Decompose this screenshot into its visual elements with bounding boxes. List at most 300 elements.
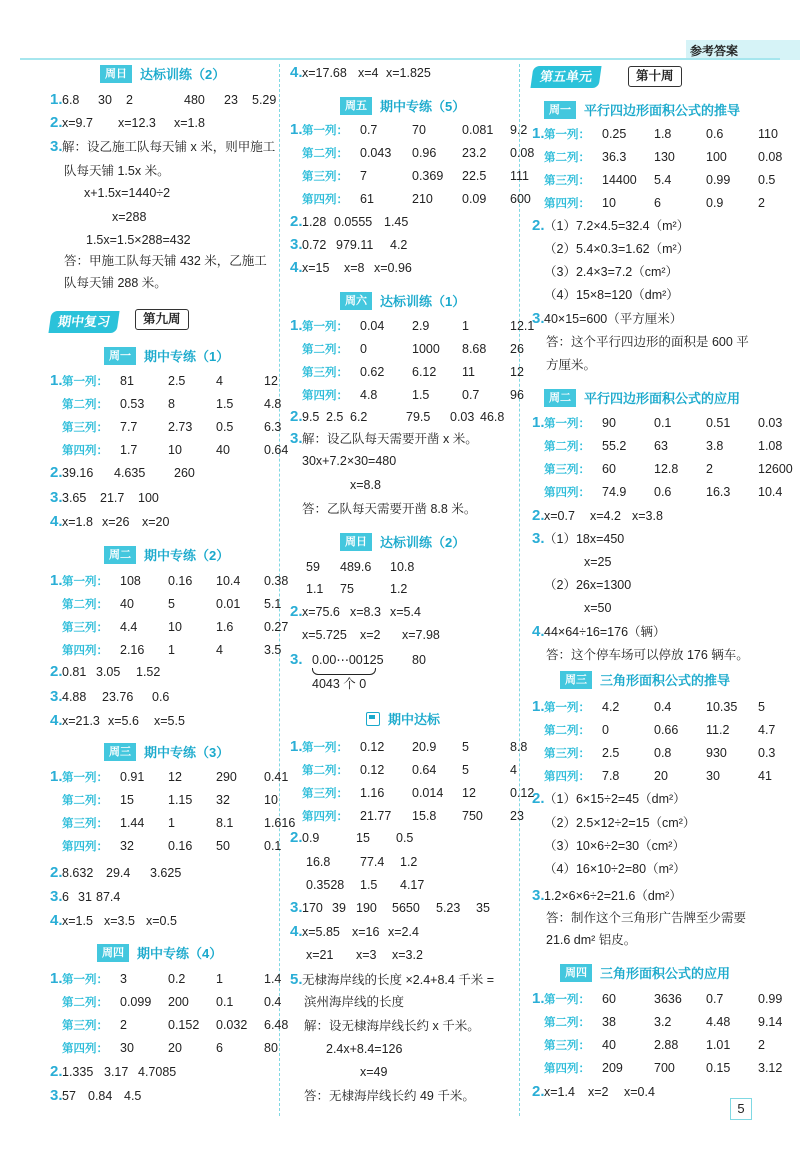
answer-text-content: （2）26x=1300 (544, 578, 632, 592)
question-number: 2. (50, 864, 63, 881)
answer-text-content: 无棣海岸线的长度 ×2.4+8.4 千米 = (302, 973, 495, 987)
question-number: 1. (50, 91, 63, 108)
answer-value: 4.7 (758, 723, 776, 737)
answer-text (304, 993, 404, 1011)
answer-value: 3.5 (264, 643, 282, 657)
answer-value: 0.15 (706, 1061, 731, 1075)
answer-value: 30 (706, 769, 720, 783)
day-tag: 周四 (560, 964, 592, 982)
answer-value: 8.1 (216, 816, 234, 830)
answer-text (544, 576, 631, 594)
question-number: 3. (50, 888, 63, 905)
unit-5-tag: 第五单元 (530, 66, 601, 88)
day-tag: 周三 (104, 743, 136, 761)
column-answer-row (532, 460, 798, 479)
answer-text-content: x=50 (584, 601, 612, 615)
answer-text (360, 1063, 387, 1081)
answer-text (532, 310, 682, 328)
answer-text-content: （1）6×15÷2=45（dm²） (544, 792, 686, 806)
answer-value: 12.8 (654, 462, 679, 476)
answer-row (50, 912, 188, 930)
answer-value: 63 (654, 439, 668, 453)
answer-value: 1.5 (360, 878, 378, 892)
answer-text-content: 2.4x+8.4=126 (326, 1042, 403, 1056)
column-answer-row (50, 837, 312, 856)
answer-value: 12 (264, 374, 278, 388)
question-number: 3. (50, 1087, 63, 1104)
answer-value: 1.1 (306, 582, 324, 596)
column-answer-row (50, 372, 312, 391)
answer-value: 14400 (602, 173, 637, 187)
answer-text (302, 452, 396, 470)
answer-value: 60 (602, 462, 616, 476)
answer-value: 0.1 (654, 416, 672, 430)
answer-value: 1.15 (168, 793, 193, 807)
answer-value: x=8.3 (350, 605, 381, 619)
column-label: 第三列： (544, 1040, 590, 1052)
question-number: 3. (50, 489, 63, 506)
answer-value: 1.16 (360, 786, 385, 800)
answer-value: x=0.96 (374, 261, 412, 275)
question-number: 1. (532, 698, 545, 715)
section-header-wed-triangle-derivation (560, 670, 730, 689)
answer-text-content: x=8.8 (350, 478, 381, 492)
answer-value: 1.08 (758, 439, 783, 453)
column-label: 第三列： (544, 748, 590, 760)
answer-value: 10 (168, 620, 182, 634)
answer-value: x=1.8 (62, 515, 93, 529)
column-label: 第二列： (544, 152, 590, 164)
answer-text-content: （3）10×6÷2=30（cm²） (544, 839, 685, 853)
answer-value: 4.17 (400, 878, 425, 892)
answer-value: 80 (264, 1041, 278, 1055)
answer-row (532, 507, 672, 525)
section-header-thu-triangle-application (560, 963, 730, 982)
answer-row (290, 829, 436, 847)
question-number: 2. (290, 213, 303, 230)
column-label: 第一列： (544, 418, 590, 430)
answer-value: 0.96 (412, 146, 437, 160)
answer-value: 12 (168, 770, 182, 784)
answer-value: 4.2 (390, 238, 408, 252)
answer-text-content: 4043 个 0 (312, 677, 367, 691)
answer-value: 100 (138, 491, 159, 505)
answer-text (326, 1040, 402, 1058)
column-label: 第三列： (544, 175, 590, 187)
answer-row (50, 663, 176, 681)
week-9-tag: 第九周 (135, 309, 189, 330)
answer-value: 0.5 (216, 420, 234, 434)
column-label: 第二列： (544, 725, 590, 737)
answer-value: 23.76 (102, 690, 134, 704)
question-number: 3. (532, 530, 545, 547)
answer-text-content: 1.5x=1.5×288=432 (86, 233, 191, 247)
answer-value: 0.12 (360, 740, 385, 754)
answer-value: 209 (602, 1061, 623, 1075)
answer-value: 2 (706, 462, 713, 476)
answer-value: 200 (168, 995, 189, 1009)
section-title: 达标训练（2） (140, 67, 226, 82)
answer-value: 20 (168, 1041, 182, 1055)
question-number: 1. (50, 768, 63, 785)
answer-value: 36.3 (602, 150, 627, 164)
answer-text-content: 40×15=600（平方厘米） (544, 312, 683, 326)
answer-value: 1.5 (412, 388, 430, 402)
answer-value: 0.72 (302, 238, 327, 252)
section-header-sat-training-1 (340, 291, 465, 310)
answer-value: 5650 (392, 901, 420, 915)
answer-value: 10.8 (390, 560, 415, 574)
column-answer-row (50, 618, 312, 637)
answer-value: 0.12 (360, 763, 385, 777)
answer-value: 0.099 (120, 995, 152, 1009)
answer-value: 11 (462, 365, 475, 379)
column-answer-row (290, 317, 550, 336)
answer-value: 0.27 (264, 620, 289, 634)
column-label: 第三列： (302, 788, 348, 800)
day-tag: 周二 (544, 389, 576, 407)
answer-value: 130 (654, 150, 675, 164)
answer-text (546, 931, 636, 949)
answer-value: 0.08 (510, 146, 535, 160)
answer-value: x=0.4 (624, 1085, 655, 1099)
answer-row (532, 1083, 664, 1101)
answer-text (544, 837, 685, 855)
answer-value: 0.5 (396, 831, 414, 845)
question-number: 2. (290, 829, 303, 846)
answer-value: x=1.8 (174, 116, 205, 130)
answer-value: 21.77 (360, 809, 392, 823)
column-answer-row (532, 990, 798, 1009)
answer-value: 1 (216, 972, 223, 986)
answer-value: 31 (78, 890, 92, 904)
day-tag: 周一 (544, 101, 576, 119)
column-answer-row (532, 698, 798, 717)
answer-text (86, 231, 191, 249)
answer-value: 90 (602, 416, 616, 430)
answer-text-content: 答：乙队每天需要开凿 8.8 米。 (302, 502, 477, 516)
answer-value: 30 (120, 1041, 134, 1055)
answer-value: 10 (168, 443, 182, 457)
column-label: 第一列： (62, 376, 108, 388)
page-header-title: 参考答案 (690, 44, 739, 58)
column-answer-row (290, 761, 550, 780)
answer-value: 29.4 (106, 866, 131, 880)
answer-value: 55.2 (602, 439, 627, 453)
day-tag: 周六 (340, 292, 372, 310)
answer-text-content: 答：甲施工队每天铺 432 米，乙施工 (64, 254, 267, 268)
column-answer-row (532, 414, 798, 433)
answer-value: 5.23 (436, 901, 461, 915)
answer-row (50, 888, 136, 906)
answer-text-content: （4）15×8=120（dm²） (544, 288, 679, 302)
section-title: 期中专练（3） (144, 745, 230, 760)
answer-value: 4.88 (62, 690, 87, 704)
answer-value: 6.2 (350, 410, 368, 424)
answer-value: x=3 (356, 948, 377, 962)
column-answer-row (290, 340, 550, 359)
answer-value: x=4.2 (590, 509, 621, 523)
answer-text (584, 599, 611, 617)
answer-value: 23 (510, 809, 524, 823)
question-number: 1. (532, 414, 545, 431)
section-header-sun-training-2b (340, 532, 465, 551)
answer-value: 0.9 (706, 196, 724, 210)
week-10-tag: 第十周 (628, 66, 682, 87)
answer-value: x=5.725 (302, 628, 347, 642)
section-title: 达标训练（2） (380, 535, 466, 550)
answer-value: 16.8 (306, 855, 331, 869)
section-title: 三角形面积公式的推导 (600, 673, 731, 688)
answer-value: 0.081 (462, 123, 494, 137)
answer-value: 0.6 (654, 485, 672, 499)
answer-value: 4.48 (706, 1015, 731, 1029)
answer-text-content: x+1.5x=1440÷2 (84, 186, 171, 200)
answer-text-content: 答：这个平行四边形的面积是 600 平 (546, 335, 749, 349)
answer-value: 12 (510, 365, 524, 379)
answer-value: x=5.5 (154, 714, 185, 728)
answer-value: 3.625 (150, 866, 182, 880)
answer-row (50, 1087, 154, 1105)
answer-value: 7.8 (602, 769, 620, 783)
answer-value: 2.9 (412, 319, 430, 333)
answer-value: 77.4 (360, 855, 385, 869)
answer-value: 2.5 (602, 746, 620, 760)
answer-value: x=21.3 (62, 714, 100, 728)
answer-value: 9.5 (302, 410, 320, 424)
section-header-tue-special-2 (104, 545, 229, 564)
answer-value: 4.8 (264, 397, 282, 411)
answer-row (50, 864, 196, 882)
answer-value: 2 (758, 1038, 765, 1052)
answer-value: 6 (216, 1041, 223, 1055)
question-number: 2. (532, 1083, 545, 1100)
answer-text-content: x=49 (360, 1065, 388, 1079)
question-number: 1. (532, 125, 545, 142)
day-tag: 周五 (340, 97, 372, 115)
answer-value: 1 (168, 816, 175, 830)
question-number: 3. (290, 899, 303, 916)
answer-value: 79.5 (406, 410, 431, 424)
question-number: 1. (50, 572, 63, 589)
answer-row (290, 899, 506, 917)
answer-value: 4.4 (120, 620, 138, 634)
answer-value: 2.88 (654, 1038, 679, 1052)
answer-value: 0.12 (510, 786, 535, 800)
answer-row (302, 626, 442, 644)
answer-value: 0.84 (88, 1089, 113, 1103)
answer-value: 1.52 (136, 665, 161, 679)
answer-value: x=7.98 (402, 628, 440, 642)
column-label: 第一列： (302, 125, 348, 137)
answer-text (304, 1087, 475, 1105)
answer-value: 0.6 (706, 127, 724, 141)
answer-value: 2.5 (168, 374, 186, 388)
answer-text (312, 675, 366, 693)
column-label: 第二列： (302, 148, 348, 160)
answer-value: 600 (510, 192, 531, 206)
answer-text (290, 971, 494, 989)
answer-text (350, 476, 381, 494)
answer-value: 0.4 (264, 995, 282, 1009)
question-number: 4. (532, 623, 545, 640)
column-label: 第二列： (544, 441, 590, 453)
answer-value: 4.8 (360, 388, 378, 402)
question-number: 3. (50, 688, 63, 705)
answer-text (532, 623, 666, 641)
answer-value: 190 (356, 901, 377, 915)
answer-value: 1.45 (384, 215, 409, 229)
answer-value: 61 (360, 192, 374, 206)
answer-value: 2 (120, 1018, 127, 1032)
question-number: 2. (532, 217, 545, 234)
section-title: 平行四边形面积公式的推导 (584, 103, 741, 118)
section-header-thu-special-4 (97, 943, 222, 962)
answer-value: 0.2 (168, 972, 186, 986)
answer-value: 3.05 (96, 665, 121, 679)
answer-row (290, 236, 430, 254)
section-title: 三角形面积公式的应用 (600, 966, 731, 981)
answer-value: 1.616 (264, 816, 296, 830)
answer-value: 39 (332, 901, 346, 915)
answer-text (544, 240, 689, 258)
answer-value: 40 (602, 1038, 616, 1052)
column-label: 第二列： (544, 1017, 590, 1029)
question-number: 3. (532, 310, 545, 327)
answer-value: 5.4 (654, 173, 672, 187)
answer-value: 0.64 (412, 763, 437, 777)
answer-value: 40 (120, 597, 134, 611)
section-title: 期中专练（5） (380, 99, 466, 114)
section-header-sun-training-2 (100, 64, 225, 83)
answer-value: x=4 (358, 66, 379, 80)
answer-text-content: 1.2×6×6÷2=21.6（dm²） (544, 889, 682, 903)
answer-value: 2 (758, 196, 765, 210)
answer-value: 700 (654, 1061, 675, 1075)
answer-value: 0.152 (168, 1018, 200, 1032)
answer-value: x=17.68 (302, 66, 347, 80)
answer-value: 3 (120, 972, 127, 986)
column-answer-row (532, 437, 798, 456)
answer-value: 750 (462, 809, 483, 823)
answer-value: 290 (216, 770, 237, 784)
answer-value: 4.635 (114, 466, 146, 480)
answer-value: x=3.5 (104, 914, 135, 928)
day-tag: 周四 (97, 944, 129, 962)
answer-value: 87.4 (96, 890, 121, 904)
column-answer-row (532, 171, 798, 190)
question-number: 3. (290, 651, 303, 668)
column-label: 第二列： (302, 765, 348, 777)
answer-value: 0.8 (654, 746, 672, 760)
column-answer-row (532, 194, 798, 213)
answer-value: 60 (602, 992, 616, 1006)
column-answer-row (532, 1059, 798, 1078)
answer-value: 5 (758, 700, 765, 714)
answer-value: x=9.7 (62, 116, 93, 130)
answer-value: 6.8 (62, 93, 80, 107)
column-answer-row (290, 784, 550, 803)
answer-value: 0.03 (450, 410, 475, 424)
answer-row (306, 853, 440, 871)
answer-value: 4.7085 (138, 1065, 177, 1079)
answer-value: 1 (462, 319, 469, 333)
answer-text (84, 184, 170, 202)
column-label: 第四列： (62, 1043, 108, 1055)
answer-text (64, 162, 170, 180)
answer-value: 5 (462, 763, 469, 777)
answer-row (306, 580, 430, 598)
day-tag: 周一 (104, 347, 136, 365)
answer-value: 0.5 (758, 173, 776, 187)
answer-text-content: 滨州海岸线的长度 (304, 995, 405, 1009)
column-answer-row (290, 738, 550, 757)
answer-row (290, 923, 428, 941)
answer-value: 5.1 (264, 597, 282, 611)
column-label: 第二列： (62, 599, 108, 611)
answer-value: 26 (510, 342, 524, 356)
answer-value: 59 (306, 560, 320, 574)
section-header-midterm-standard (366, 709, 440, 728)
column-answer-row (532, 1013, 798, 1032)
column-label: 第四列： (62, 445, 108, 457)
answer-value: 4 (216, 643, 223, 657)
answer-text (290, 430, 478, 448)
answer-value: 0.7 (462, 388, 480, 402)
answer-value: 22.5 (462, 169, 487, 183)
answer-value: 32 (216, 793, 230, 807)
answer-value: 1.2 (400, 855, 418, 869)
answer-value: 0.25 (602, 127, 627, 141)
flag-icon (366, 712, 380, 726)
answer-value: x=2 (360, 628, 381, 642)
answer-value: 4.5 (124, 1089, 142, 1103)
answer-text (546, 356, 596, 374)
section-header-mon-special-1 (104, 346, 229, 365)
answer-row (306, 558, 430, 576)
answer-value: x=3.2 (392, 948, 423, 962)
answer-value: 15 (120, 793, 134, 807)
answer-value: 0.38 (264, 574, 289, 588)
answer-value: 2.5 (326, 410, 344, 424)
answer-value: 0.51 (706, 416, 731, 430)
answer-value: 5 (168, 597, 175, 611)
column-answer-row (50, 595, 312, 614)
answer-value: 0.16 (168, 839, 193, 853)
question-number: 3. (290, 236, 303, 253)
page-number: 5 (730, 1098, 752, 1120)
column-label: 第四列： (302, 390, 348, 402)
answer-text-content: （4）16×10÷2=80（m²） (544, 862, 686, 876)
column-label: 第一列： (62, 974, 108, 986)
answer-text (546, 909, 746, 927)
answer-text-content: （2）5.4×0.3=1.62（m²） (544, 242, 690, 256)
answer-value: 10 (602, 196, 616, 210)
answer-value: 0.369 (412, 169, 444, 183)
answer-text (584, 553, 611, 571)
answer-row (50, 91, 292, 109)
answer-value: 0.99 (706, 173, 731, 187)
column-answer-row (50, 768, 312, 787)
column-answer-row (290, 144, 550, 163)
column-label: 第三列： (302, 171, 348, 183)
answer-text-content: 解：设乙施工队每天铺 x 米，则甲施工 (62, 140, 276, 154)
answer-value: 0.1 (264, 839, 282, 853)
answer-text (112, 208, 146, 226)
question-number: 1. (532, 990, 545, 1007)
column-answer-row (50, 441, 312, 460)
column-answer-row (50, 970, 312, 989)
